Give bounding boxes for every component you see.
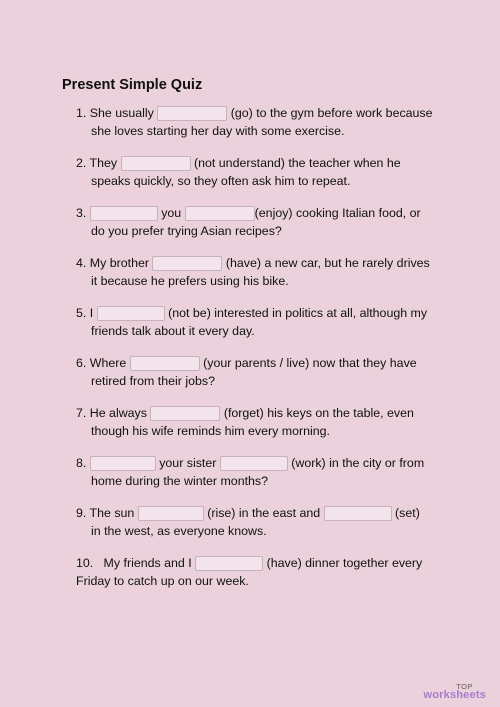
question-line: friends talk about it every day. [91, 324, 255, 338]
question-text: 6. Where [76, 356, 130, 370]
question-text: you [157, 206, 185, 220]
question-text: (rise) in the east and [203, 506, 324, 520]
question-5 [76, 304, 446, 340]
answer-blank[interactable] [90, 206, 158, 221]
question-line [76, 554, 446, 572]
question-text: (go) to the gym before work because [227, 106, 433, 120]
answer-blank[interactable] [157, 106, 227, 121]
question-line: speaks quickly, so they often ask him to repeat. [91, 174, 351, 188]
question-3 [76, 204, 446, 240]
question-text: (not be) interested in politics at all, although my [164, 306, 428, 320]
question-text: (work) in the city or from [287, 456, 425, 470]
page-title: Present Simple Quiz [62, 77, 203, 93]
answer-blank[interactable] [130, 356, 200, 371]
answer-blank[interactable] [195, 556, 263, 571]
question-text: 3. [76, 206, 90, 220]
question-line: Friday to catch up on our week. [76, 574, 249, 588]
question-6 [76, 354, 446, 390]
question-text: (your parents / live) now that they have [199, 356, 417, 370]
answer-blank[interactable] [97, 306, 165, 321]
answer-blank[interactable] [90, 456, 156, 471]
question-line [76, 354, 446, 372]
answer-blank[interactable] [185, 206, 255, 221]
answer-blank[interactable] [121, 156, 191, 171]
topworksheets-logo[interactable] [423, 683, 486, 702]
question-line [76, 254, 446, 272]
question-9 [76, 504, 446, 540]
question-text: (set) [391, 506, 420, 520]
question-line [76, 504, 446, 522]
question-text: 4. My brother [76, 256, 153, 270]
logo-top-text: TOP [456, 681, 473, 691]
question-1 [76, 104, 446, 140]
answer-blank[interactable] [150, 406, 220, 421]
question-line: do you prefer trying Asian recipes? [91, 224, 282, 238]
answer-blank[interactable] [152, 256, 222, 271]
question-10 [76, 554, 446, 590]
question-text: 8. [76, 456, 90, 470]
question-text: (have) a new car, but he rarely drives [222, 256, 430, 270]
question-line [76, 454, 446, 472]
question-line: she loves starting her day with some exercise. [91, 124, 345, 138]
question-4 [76, 254, 446, 290]
question-text: 1. She usually [76, 106, 158, 120]
question-line: home during the winter months? [91, 474, 269, 488]
question-line [76, 154, 446, 172]
question-line [76, 104, 446, 122]
question-text: 7. He always [76, 406, 151, 420]
question-line: retired from their jobs? [91, 374, 215, 388]
question-7 [76, 404, 446, 440]
answer-blank[interactable] [138, 506, 204, 521]
question-text: 5. I [76, 306, 97, 320]
question-text: your sister [155, 456, 220, 470]
question-text: (have) dinner together every [263, 556, 423, 570]
question-text: (not understand) the teacher when he [190, 156, 401, 170]
question-text: 9. The sun [76, 506, 138, 520]
question-line [76, 404, 446, 422]
question-8 [76, 454, 446, 490]
question-line: though his wife reminds him every morning. [91, 424, 330, 438]
question-line [76, 204, 446, 222]
question-text: (enjoy) cooking Italian food, or [254, 206, 421, 220]
question-line: it because he prefers using his bike. [91, 274, 289, 288]
question-line [76, 304, 446, 322]
question-2 [76, 154, 446, 190]
question-text: (forget) his keys on the table, even [220, 406, 414, 420]
answer-blank[interactable] [324, 506, 392, 521]
question-text: 10. My friends and I [76, 556, 196, 570]
logo-bottom-text: worksheets [423, 689, 486, 701]
question-line: in the west, as everyone knows. [91, 524, 267, 538]
answer-blank[interactable] [220, 456, 288, 471]
question-text: 2. They [76, 156, 121, 170]
